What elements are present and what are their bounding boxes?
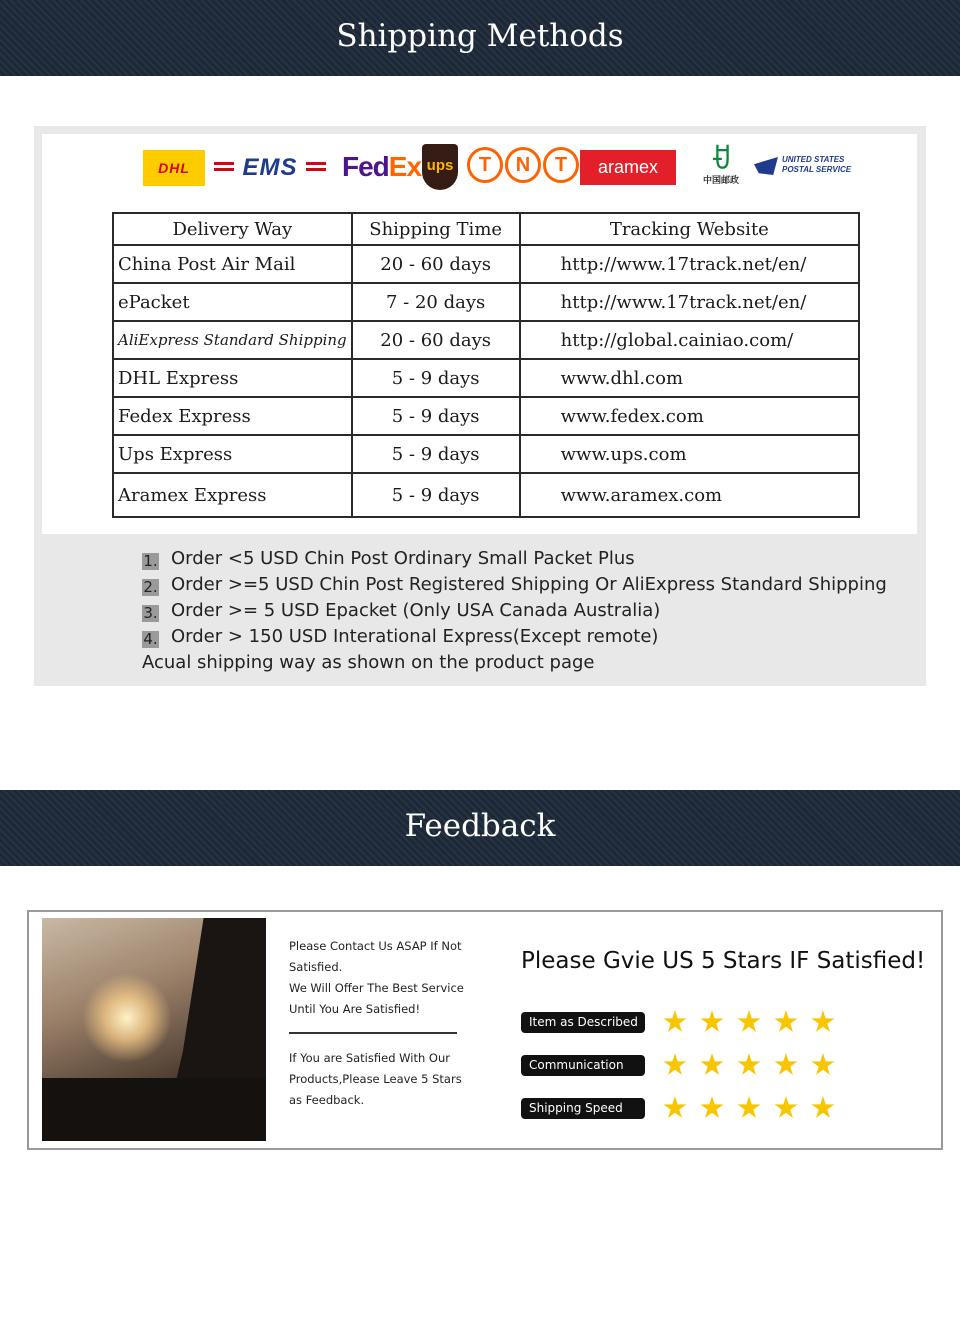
- car-window-photo: [42, 918, 266, 1141]
- feedback-box: [27, 910, 943, 1150]
- tnt-logo: [467, 147, 579, 187]
- note-number: 3.: [143, 604, 158, 622]
- note-text: Order >= 5 USD Epacket (Only USA Canada Australia): [171, 600, 661, 621]
- tracking-website-cell: www.fedex.com: [520, 397, 859, 435]
- shipping-time-cell: 5 - 9 days: [352, 473, 520, 517]
- tracking-website-cell: http://www.17track.net/en/: [520, 245, 859, 283]
- star-icon: [700, 1096, 724, 1120]
- star-icon: [700, 1010, 724, 1034]
- note-text: Order >=5 USD Chin Post Registered Shipping Or AliExpress Standard Shipping: [171, 574, 887, 595]
- tnt-logo-letter: N: [505, 147, 541, 183]
- header-tracking-website: Tracking Website: [520, 213, 859, 245]
- table-header-row: [113, 213, 859, 245]
- fedex-logo-fe: Fed: [342, 151, 389, 182]
- star-icon: [700, 1053, 724, 1077]
- table-row: [113, 283, 859, 321]
- star-icon: [737, 1096, 761, 1120]
- table-row: [113, 321, 859, 359]
- star-rating: [663, 1010, 835, 1034]
- note-number: 4.: [143, 630, 158, 648]
- rating-item-as-described: [521, 1010, 835, 1034]
- note-text: Order <5 USD Chin Post Ordinary Small Packet Plus: [171, 548, 635, 569]
- feedback-line: If You are Satisfied With Our: [289, 1051, 450, 1065]
- tracking-website-cell: www.aramex.com: [520, 473, 859, 517]
- divider: [289, 1032, 457, 1034]
- rating-shipping-speed: [521, 1096, 835, 1120]
- delivery-way-cell: China Post Air Mail: [113, 245, 352, 283]
- usps-logo: [754, 153, 852, 183]
- ems-logo-text: EMS: [242, 154, 298, 181]
- rating-label: Communication: [521, 1055, 645, 1076]
- tnt-logo-letter: T: [467, 147, 503, 183]
- tracking-website-cell: www.dhl.com: [520, 359, 859, 397]
- star-icon: [737, 1010, 761, 1034]
- shipping-table: [112, 212, 860, 518]
- usps-logo-text: [782, 155, 851, 175]
- tracking-website-cell: www.ups.com: [520, 435, 859, 473]
- fedex-logo: [342, 147, 421, 187]
- ems-logo: [214, 150, 326, 186]
- car-door-silhouette: [42, 1078, 266, 1141]
- usps-logo-line1: UNITED STATES: [782, 155, 845, 164]
- shipping-methods-banner: [0, 0, 960, 76]
- header-delivery-way: Delivery Way: [113, 213, 352, 245]
- tracking-website-cell: http://www.17track.net/en/: [520, 283, 859, 321]
- tnt-logo-letter: T: [543, 147, 579, 183]
- shipping-time-cell: 20 - 60 days: [352, 321, 520, 359]
- china-post-logo: [698, 144, 744, 190]
- feedback-line: Please Contact Us ASAP If Not: [289, 939, 462, 953]
- feedback-banner: [0, 790, 960, 866]
- shipping-time-cell: 20 - 60 days: [352, 245, 520, 283]
- china-post-emblem-icon: ꀀ: [710, 144, 732, 174]
- fedex-logo-ex: Ex: [388, 151, 422, 182]
- star-rating: [663, 1053, 835, 1077]
- aramex-logo: [580, 150, 676, 185]
- delivery-way-cell: Fedex Express: [113, 397, 352, 435]
- list-item: [142, 624, 887, 650]
- list-item: [142, 598, 887, 624]
- note-number: 2.: [143, 578, 158, 596]
- list-item: [142, 572, 887, 598]
- delivery-way-cell: Ups Express: [113, 435, 352, 473]
- star-rating: [663, 1096, 835, 1120]
- feedback-line: Products,Please Leave 5 Stars: [289, 1072, 462, 1086]
- star-icon: [811, 1096, 835, 1120]
- dhl-logo: [143, 150, 205, 186]
- star-icon: [774, 1053, 798, 1077]
- shipping-time-cell: 7 - 20 days: [352, 283, 520, 321]
- tracking-website-cell: http://global.cainiao.com/: [520, 321, 859, 359]
- sunlight-glow: [82, 973, 172, 1063]
- five-stars-headline: Please Gvie US 5 Stars IF Satisfied!: [521, 948, 926, 974]
- shipping-panel: [34, 126, 926, 686]
- header-shipping-time: Shipping Time: [352, 213, 520, 245]
- usps-logo-line2: POSTAL SERVICE: [782, 165, 852, 174]
- feedback-line: Satisfied.: [289, 960, 343, 974]
- ups-logo-text: ups: [426, 157, 454, 174]
- table-row: [113, 397, 859, 435]
- star-icon: [737, 1053, 761, 1077]
- star-icon: [774, 1010, 798, 1034]
- feedback-message: [289, 936, 479, 1111]
- delivery-way-cell: ePacket: [113, 283, 352, 321]
- shipping-footnote: Acual shipping way as shown on the product page: [142, 652, 595, 673]
- dhl-logo-text: DHL: [158, 160, 190, 176]
- star-icon: [774, 1096, 798, 1120]
- delivery-way-cell: AliExpress Standard Shipping: [113, 321, 352, 359]
- feedback-title: Feedback: [404, 808, 556, 844]
- ups-logo: [422, 144, 458, 190]
- shipping-card: [42, 134, 917, 534]
- feedback-line: We Will Offer The Best Service: [289, 981, 464, 995]
- table-row: [113, 473, 859, 517]
- star-icon: [663, 1096, 687, 1120]
- shipping-time-cell: 5 - 9 days: [352, 435, 520, 473]
- delivery-way-cell: DHL Express: [113, 359, 352, 397]
- feedback-line: Until You Are Satisfied!: [289, 1002, 421, 1016]
- list-item: [142, 546, 887, 572]
- shipping-time-cell: 5 - 9 days: [352, 359, 520, 397]
- table-row: [113, 435, 859, 473]
- rating-communication: [521, 1053, 835, 1077]
- star-icon: [663, 1053, 687, 1077]
- rating-label: Item as Described: [521, 1012, 645, 1033]
- china-post-logo-text: 中国邮政: [702, 175, 739, 185]
- table-row: [113, 245, 859, 283]
- feedback-line: as Feedback.: [289, 1093, 365, 1107]
- shipping-notes: [142, 546, 887, 676]
- star-icon: [811, 1053, 835, 1077]
- usps-eagle-icon: [754, 157, 778, 175]
- delivery-way-cell: Aramex Express: [113, 473, 352, 517]
- rating-label: Shipping Speed: [521, 1098, 645, 1119]
- note-text: Order > 150 USD Interational Express(Except remote): [171, 626, 659, 647]
- note-number: 1.: [143, 552, 158, 570]
- aramex-logo-text: aramex: [597, 157, 659, 177]
- star-icon: [663, 1010, 687, 1034]
- star-icon: [811, 1010, 835, 1034]
- shipping-time-cell: 5 - 9 days: [352, 397, 520, 435]
- shipping-methods-title: Shipping Methods: [336, 18, 624, 54]
- table-row: [113, 359, 859, 397]
